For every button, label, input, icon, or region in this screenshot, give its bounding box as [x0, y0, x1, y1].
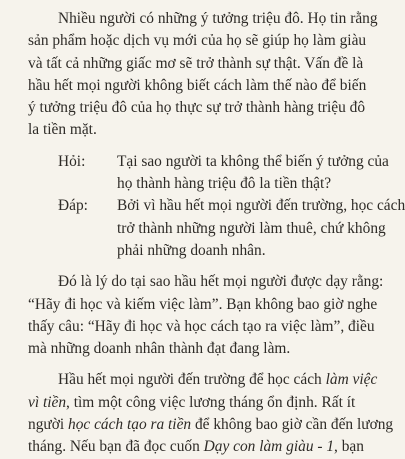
- paragraph-line: “Hãy đi học và kiếm việc làm”. Bạn không bao giờ nghe: [28, 295, 378, 313]
- paragraph-line: Hầu hết mọi người đến trường để học cách làm việc: [58, 371, 378, 389]
- answer-block: [28, 195, 405, 262]
- answer-line: phải những doanh nhân.: [117, 241, 266, 259]
- paragraph-money: [28, 369, 394, 458]
- paragraph-line: sản phẩm hoặc dịch vụ mới của họ sẽ giúp họ làm giàu: [28, 32, 367, 50]
- question-line: họ thành hàng triệu đô la tiền thật?: [117, 175, 332, 193]
- paragraph-line: la tiền mặt.: [28, 121, 97, 139]
- paragraph-intro: [28, 8, 376, 142]
- paragraph-line: vì tiền, tìm một công việc lương tháng ổn định. Rất ít: [28, 393, 356, 411]
- paragraph-line: hầu hết mọi người không biết cách làm thế nào để biến: [28, 76, 367, 94]
- answer-line: trở thành những người làm thuê, chứ không: [117, 219, 386, 237]
- paragraph-line: Nhiều người có những ý tưởng triệu đô. Họ tin rằng: [58, 10, 378, 27]
- book-page: [28, 0, 405, 456]
- paragraph-line: Đó là lý do tại sao hầu hết mọi người được dạy rằng:: [58, 273, 384, 291]
- question-label: Hỏi:: [58, 152, 86, 170]
- answer-line: Bởi vì hầu hết mọi người đến trường, học cách: [117, 197, 405, 215]
- paragraph-line: ý tưởng triệu đô của họ thực sự trở thành hàng triệu đô: [28, 99, 366, 117]
- question-block: [28, 151, 389, 196]
- answer-label: Đáp:: [58, 197, 88, 215]
- paragraph-line: thấy câu: “Hãy đi học và học cách tạo ra việc làm”, điều: [28, 317, 375, 335]
- paragraph-school: [28, 271, 384, 360]
- question-line: Tại sao người ta không thể biến ý tưởng của: [117, 152, 389, 170]
- paragraph-line: và tất cả những giấc mơ sẽ trở thành sự thật. Vấn đề là: [28, 54, 364, 72]
- paragraph-line: mà những doanh nhân thành đạt đang làm.: [28, 340, 291, 358]
- paragraph-line: người học cách tạo ra tiền để không bao giờ cần đến lương: [28, 416, 394, 434]
- paragraph-line: tháng. Nếu bạn đã đọc cuốn Dạy con làm giàu - 1, bạn: [28, 438, 364, 456]
